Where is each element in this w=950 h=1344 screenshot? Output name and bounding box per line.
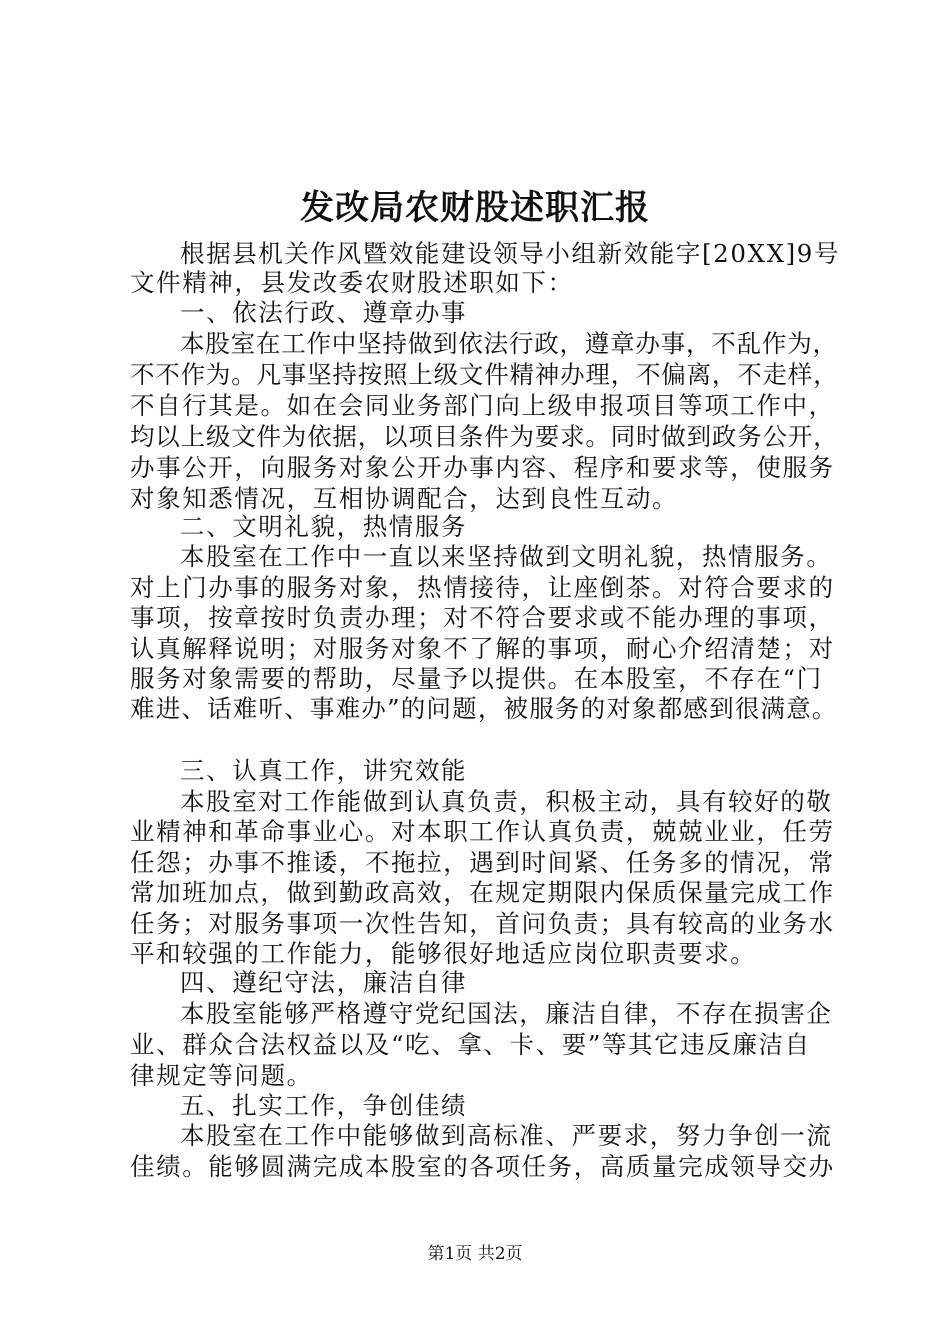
paragraph-line: 任务；对服务事项一次性告知，首问负责；具有较高的业务水 [130, 909, 835, 938]
paragraph-line: 认真解释说明；对服务对象不了解的事项，耐心介绍清楚；对 [130, 634, 835, 663]
paragraph-line: 佳绩。能够圆满完成本股室的各项任务，高质量完成领导交办 [130, 1152, 835, 1181]
section-heading: 二、文明礼貌，热情服务 [180, 512, 468, 541]
section-heading: 三、认真工作，讲究效能 [180, 756, 468, 785]
paragraph-line: 本股室在工作中一直以来坚持做到文明礼貌，热情服务。 [180, 542, 833, 571]
paragraph-line: 本股室在工作中坚持做到依法行政，遵章办事，不乱作为， [180, 329, 838, 358]
page-footer: 第1页 共2页 [427, 1244, 523, 1264]
paragraph-line: 本股室对工作能做到认真负责，积极主动，具有较好的敬 [180, 787, 833, 816]
paragraph-line: 根据县机关作风暨效能建设领导小组新效能字[20XX]9号 [180, 239, 841, 268]
paragraph-line: 律规定等问题。 [130, 1061, 313, 1090]
paragraph-line: 本股室在工作中能够做到高标准、严要求，努力争创一流 [180, 1121, 833, 1150]
paragraph-line: 业精神和革命事业心。对本职工作认真负责，兢兢业业，任劳 [130, 817, 835, 846]
section-heading: 一、依法行政、遵章办事 [180, 298, 468, 327]
paragraph-line: 事项，按章按时负责办理；对不符合要求或不能办理的事项， [130, 603, 835, 632]
paragraph-line: 本股室能够严格遵守党纪国法，廉洁自律，不存在损害企 [180, 999, 833, 1028]
paragraph-line: 不自行其是。如在会同业务部门向上级申报项目等项工作中， [130, 391, 835, 420]
paragraph-line: 对上门办事的服务对象，热情接待，让座倒茶。对符合要求的 [130, 573, 835, 602]
paragraph-line: 不不作为。凡事坚持按照上级文件精神办理，不偏离，不走样， [130, 360, 839, 389]
document-title: 发改局农财股述职汇报 [300, 188, 650, 228]
paragraph-line: 平和较强的工作能力，能够很好地适应岗位职责要求。 [130, 939, 757, 968]
paragraph-line: 文件精神，县发改委农财股述职如下： [130, 268, 574, 297]
section-heading: 五、扎实工作，争创佳绩 [180, 1091, 468, 1120]
paragraph-line: 业、群众合法权益以及“吃、拿、卡、要”等其它违反廉洁自 [130, 1030, 811, 1059]
paragraph-line: 服务对象需要的帮助，尽量予以提供。在本股室，不存在“门 [130, 664, 823, 693]
paragraph-line: 难进、话难听、事难办”的问题，被服务的对象都感到很满意。 [130, 694, 838, 723]
paragraph-line: 任怨；办事不推诿，不拖拉，遇到时间紧、任务多的情况，常 [130, 848, 835, 877]
paragraph-line: 常加班加点，做到勤政高效，在规定期限内保质保量完成工作 [130, 878, 835, 907]
paragraph-line: 均以上级文件为依据，以项目条件为要求。同时做到政务公开， [130, 422, 839, 451]
paragraph-line: 办事公开，向服务对象公开办事内容、程序和要求等，使服务 [130, 453, 835, 482]
paragraph-line: 对象知悉情况，互相协调配合，达到良性互动。 [130, 484, 679, 513]
section-heading: 四、遵纪守法，廉洁自律 [180, 968, 468, 997]
